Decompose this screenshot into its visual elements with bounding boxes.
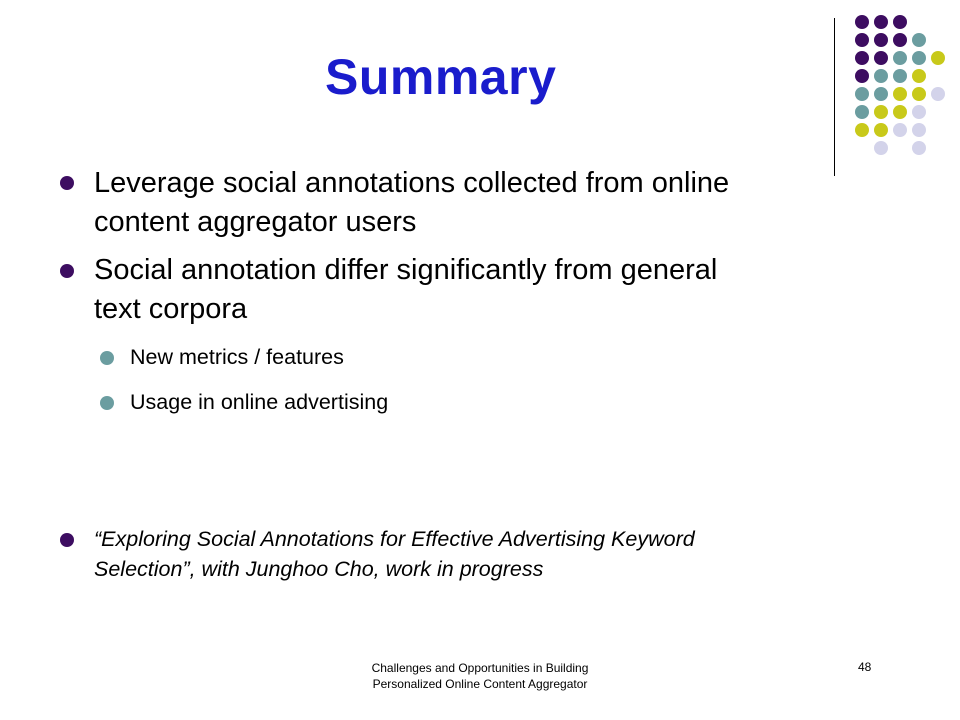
bullet-text: Leverage social annotations collected from online bbox=[94, 167, 730, 199]
page-number: 48 bbox=[858, 660, 872, 674]
dot bbox=[912, 141, 926, 155]
dot bbox=[912, 105, 926, 119]
bullet-text: content aggregator users bbox=[94, 206, 417, 238]
reference-text: Selection”, with Junghoo Cho, work in progress bbox=[94, 557, 544, 581]
decorative-divider-line bbox=[834, 18, 835, 176]
sub-bullet-icon bbox=[100, 351, 114, 365]
dot bbox=[855, 33, 869, 47]
dot bbox=[874, 69, 888, 83]
bullet-text: Social annotation differ significantly from general bbox=[94, 254, 718, 286]
dot bbox=[912, 33, 926, 47]
dot bbox=[855, 69, 869, 83]
dot bbox=[855, 15, 869, 29]
dot bbox=[893, 51, 907, 65]
bullet-text: text corpora bbox=[94, 293, 248, 325]
sub-bullet-text: Usage in online advertising bbox=[130, 390, 389, 414]
bullet-icon bbox=[60, 264, 74, 278]
dot bbox=[874, 33, 888, 47]
bullet-icon bbox=[60, 176, 74, 190]
dot bbox=[893, 123, 907, 137]
slide-footer bbox=[0, 660, 960, 692]
footer-line: Challenges and Opportunities in Building bbox=[371, 661, 589, 675]
sub-bullet-text: New metrics / features bbox=[130, 345, 344, 369]
dot bbox=[912, 51, 926, 65]
dot bbox=[874, 15, 888, 29]
dot bbox=[912, 87, 926, 101]
dot bbox=[874, 123, 888, 137]
dot bbox=[912, 69, 926, 83]
dot bbox=[931, 87, 945, 101]
dot bbox=[893, 87, 907, 101]
dot bbox=[874, 141, 888, 155]
bullet-icon bbox=[60, 533, 74, 547]
dot bbox=[893, 69, 907, 83]
dot bbox=[893, 33, 907, 47]
sub-bullet-icon bbox=[100, 396, 114, 410]
dot bbox=[893, 105, 907, 119]
dot bbox=[874, 87, 888, 101]
reference-text: “Exploring Social Annotations for Effective Advertising Keyword bbox=[94, 527, 695, 551]
dot bbox=[931, 51, 945, 65]
footer-line: Personalized Online Content Aggregator bbox=[372, 677, 588, 691]
slide-title: Summary bbox=[325, 49, 557, 105]
dot bbox=[893, 15, 907, 29]
dot bbox=[912, 123, 926, 137]
dot bbox=[855, 123, 869, 137]
dot bbox=[855, 87, 869, 101]
dot bbox=[874, 105, 888, 119]
dot bbox=[855, 51, 869, 65]
dot bbox=[855, 105, 869, 119]
dot bbox=[874, 51, 888, 65]
